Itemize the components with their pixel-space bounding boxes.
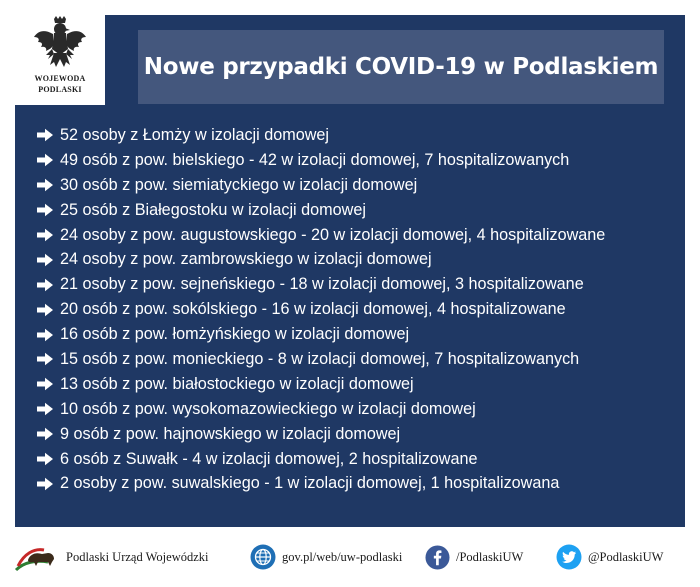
list-item (36, 247, 605, 272)
arrow-right-icon (36, 203, 54, 217)
arrow-right-icon (36, 402, 54, 416)
footer (0, 527, 700, 587)
list-item (36, 447, 605, 472)
list-item (36, 198, 605, 223)
list-item (36, 372, 605, 397)
list-item (36, 148, 605, 173)
arrow-right-icon (36, 253, 54, 267)
list-item (36, 397, 605, 422)
globe-icon (250, 544, 276, 570)
arrow-right-icon (36, 377, 54, 391)
arrow-right-icon (36, 303, 54, 317)
case-text: 21 osoby z pow. sejneńskiego - 18 w izolacji domowej, 3 hospitalizowane (60, 275, 584, 294)
list-item (36, 123, 605, 148)
arrow-right-icon (36, 228, 54, 242)
case-text: 16 osób z pow. łomżyńskiego w izolacji domowej (60, 325, 410, 344)
twitter-icon (556, 544, 582, 570)
case-text: 6 osób z Suwałk - 4 w izolacji domowej, 2 hospitalizowane (60, 449, 478, 468)
office-name: Podlaski Urząd Wojewódzki (66, 549, 209, 564)
cases-list (36, 123, 605, 496)
case-text: 10 osób z pow. wysokomazowieckiego w izolacji domowej (60, 399, 476, 418)
arrow-right-icon (36, 328, 54, 342)
footer-twitter[interactable] (556, 527, 663, 587)
arrow-right-icon (36, 278, 54, 292)
facebook-icon (425, 545, 450, 570)
bison-logo-icon (14, 542, 60, 572)
list-item (36, 422, 605, 447)
case-text: 24 osoby z pow. augustowskiego - 20 w izolacji domowej, 4 hospitalizowane (60, 225, 606, 244)
emblem-box (15, 15, 105, 105)
case-text: 24 osoby z pow. zambrowskiego w izolacji domowej (60, 250, 432, 269)
list-item (36, 272, 605, 297)
arrow-right-icon (36, 153, 54, 167)
list-item (36, 173, 605, 198)
arrow-right-icon (36, 427, 54, 441)
case-text: 30 osób z pow. siemiatyckiego w izolacji domowej (60, 175, 418, 194)
list-item (36, 347, 605, 372)
arrow-right-icon (36, 178, 54, 192)
title-box (138, 30, 664, 104)
eagle-emblem-icon (32, 15, 88, 73)
arrow-right-icon (36, 452, 54, 466)
arrow-right-icon (36, 477, 54, 491)
arrow-right-icon (36, 128, 54, 142)
list-item (36, 322, 605, 347)
facebook-link[interactable]: /PodlaskiUW (456, 549, 524, 564)
case-text: 52 osoby z Łomży w izolacji domowej (60, 125, 330, 144)
twitter-handle[interactable]: @PodlaskiUW (588, 549, 664, 564)
list-item (36, 471, 605, 496)
footer-facebook[interactable] (425, 527, 523, 587)
case-text: 9 osób z pow. hajnowskiego w izolacji domowej (60, 424, 401, 443)
case-text: 20 osób z pow. sokólskiego - 16 w izolacji domowej, 4 hospitalizowane (60, 300, 566, 319)
arrow-right-icon (36, 352, 54, 366)
case-text: 2 osoby z pow. suwalskiego - 1 w izolacji domowej, 1 hospitalizowana (60, 474, 560, 493)
case-text: 25 osób z Białegostoku w izolacji domowej (60, 200, 366, 219)
list-item (36, 297, 605, 322)
emblem-line-2: PODLASKI (38, 85, 82, 94)
case-text: 13 osób z pow. białostockiego w izolacji domowej (60, 374, 414, 393)
case-text: 15 osób z pow. monieckiego - 8 w izolacji domowej, 7 hospitalizowanych (60, 349, 580, 368)
website-link[interactable]: gov.pl/web/uw-podlaski (282, 549, 403, 564)
footer-office (14, 527, 209, 587)
list-item (36, 223, 605, 248)
case-text: 49 osób z pow. bielskiego - 42 w izolacji domowej, 7 hospitalizowanych (60, 150, 570, 169)
page-title: Nowe przypadki COVID-19 w Podlaskiem (143, 54, 659, 80)
footer-website[interactable] (250, 527, 402, 587)
emblem-line-1: WOJEWODA (34, 74, 86, 83)
